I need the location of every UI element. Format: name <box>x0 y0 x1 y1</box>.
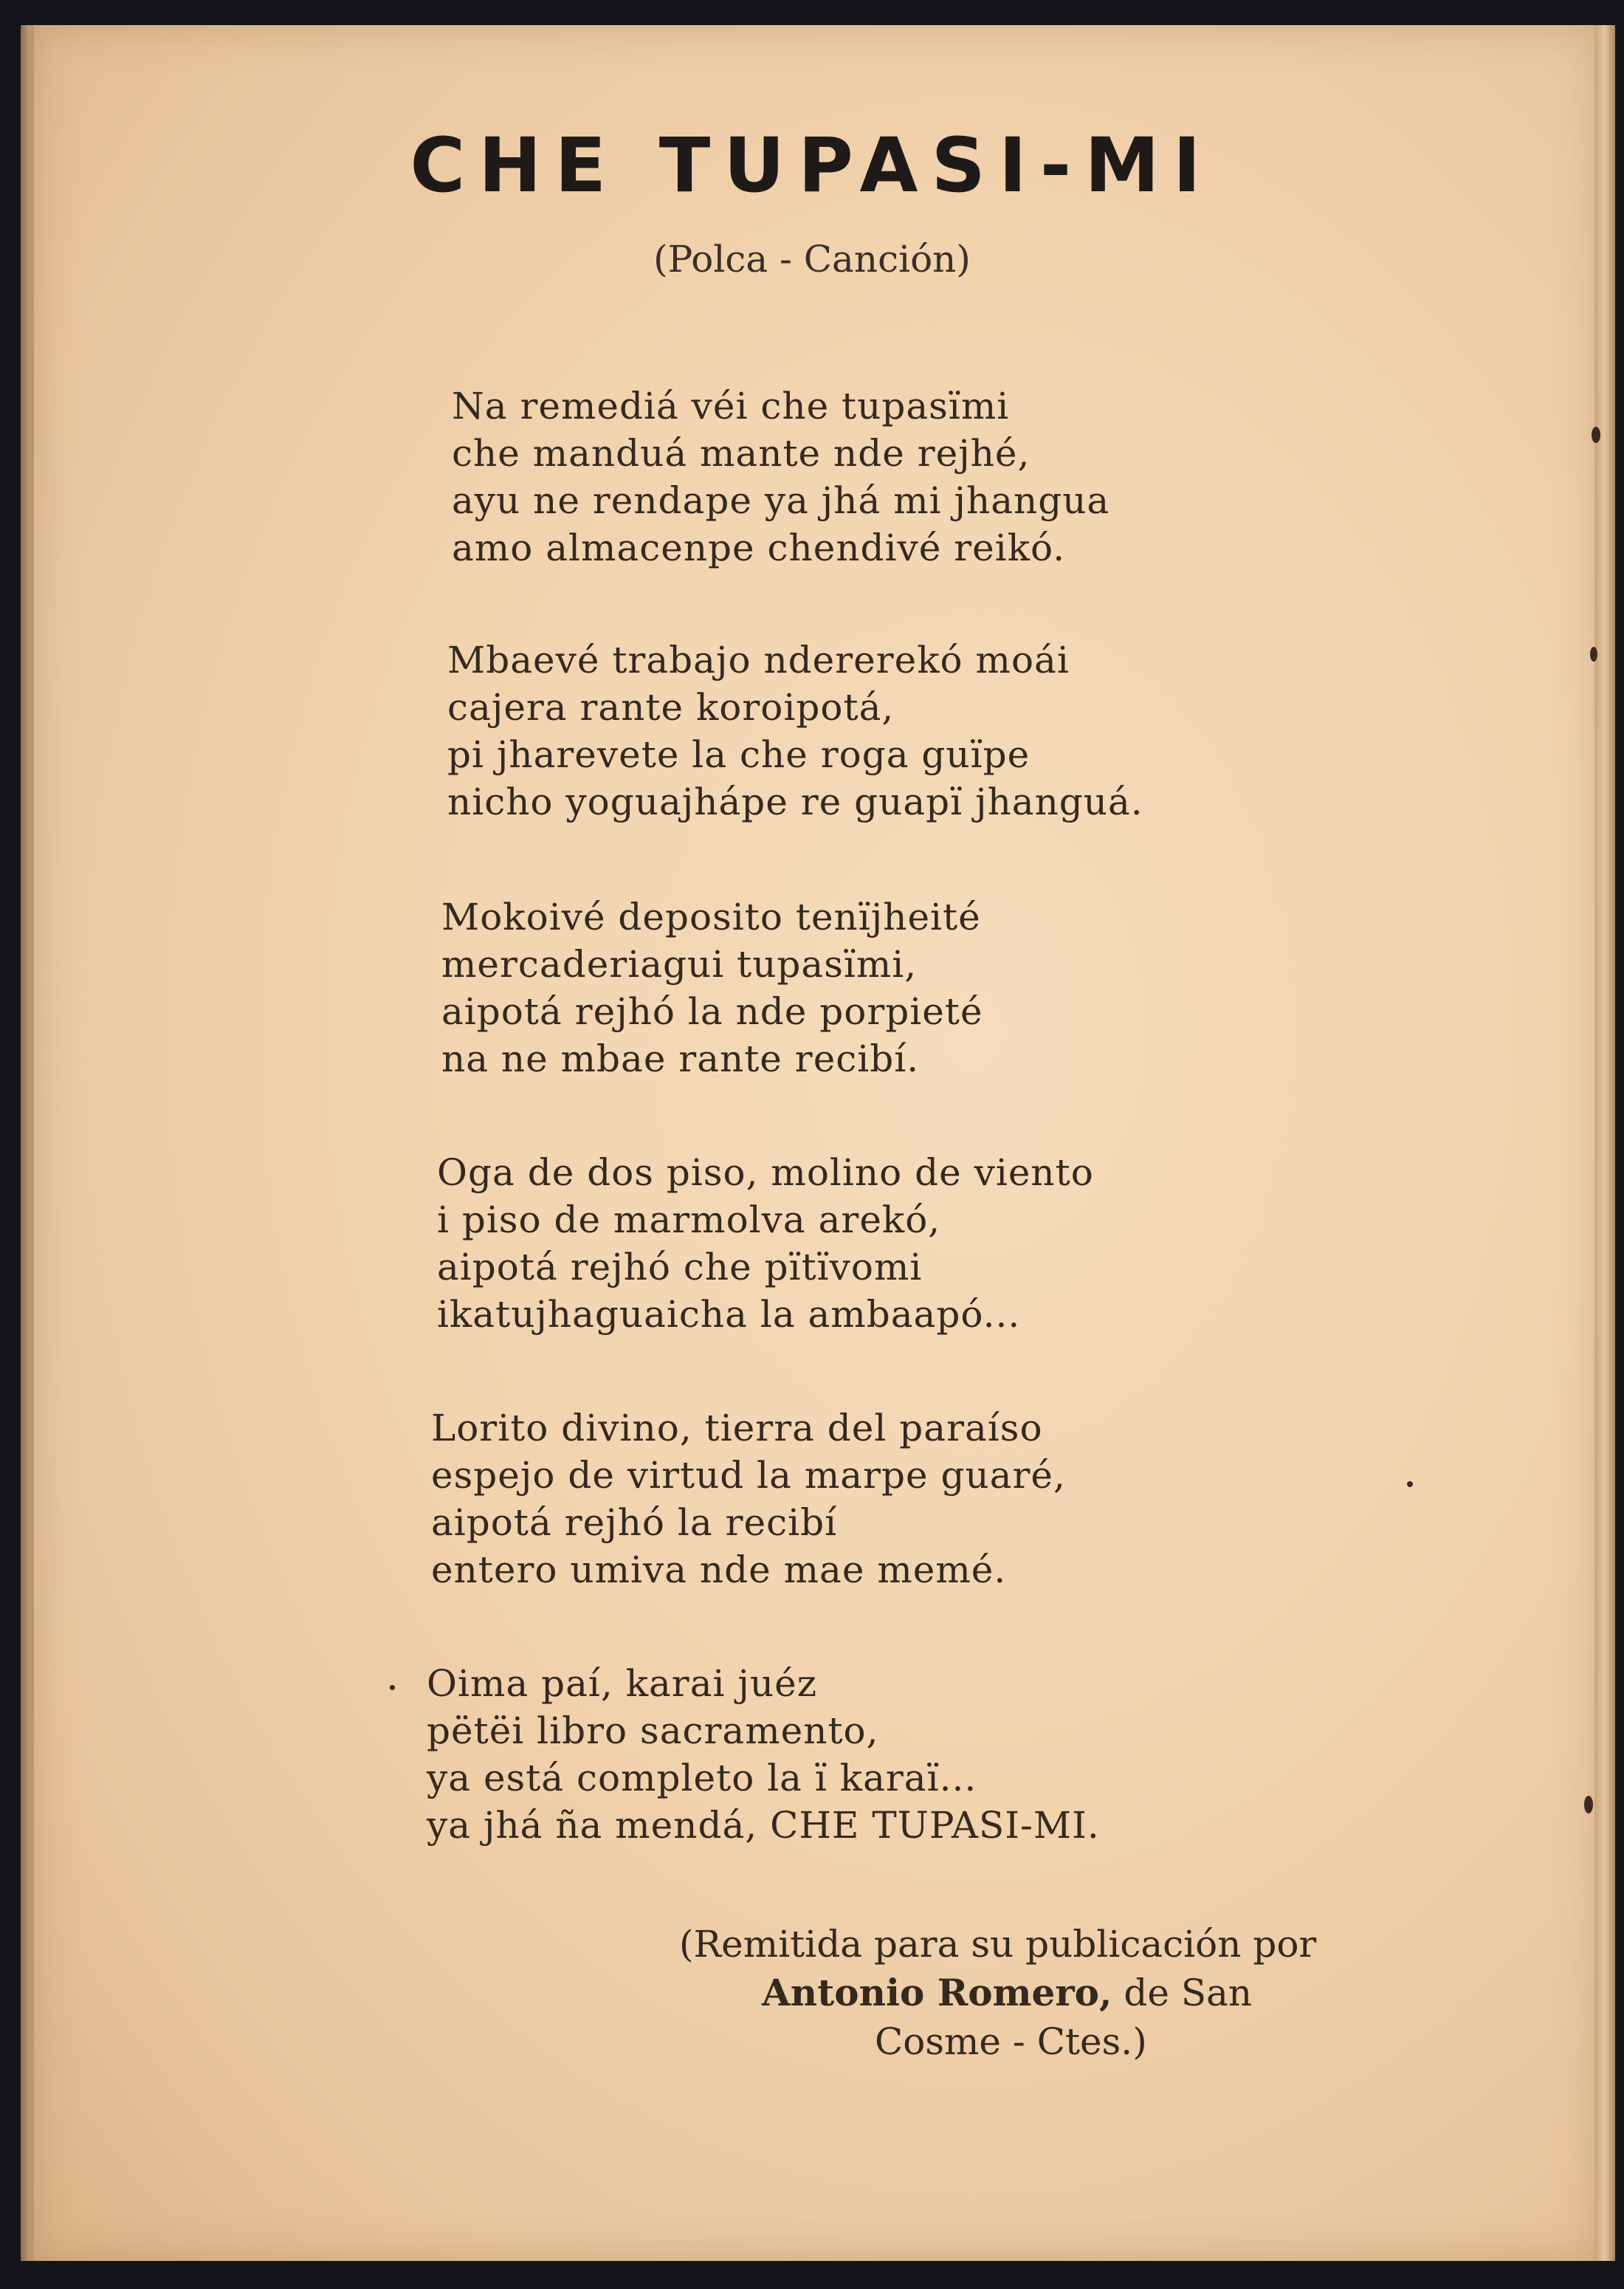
verse-line: mercaderiagui tupasïmi, <box>441 943 918 986</box>
stanza-3 <box>441 893 983 1082</box>
verse-line: ikatujhaguaicha la ambaapó... <box>437 1293 1021 1336</box>
verse-line: Na remediá véi che tupasïmi <box>452 385 1010 428</box>
scan-speck <box>1584 1796 1593 1813</box>
verse-line: espejo de virtud la marpe guaré, <box>431 1454 1066 1497</box>
stanza-6 <box>427 1660 1100 1849</box>
page-right-edge <box>1594 25 1615 2261</box>
verse-line: Mokoivé deposito tenïjheité <box>441 896 981 938</box>
verse-line: Oga de dos piso, molino de viento <box>437 1151 1094 1194</box>
verse-line: Mbaevé trabajo ndererekó moái <box>447 639 1070 682</box>
verse-line: entero umiva nde mae memé. <box>431 1548 1007 1591</box>
scan-speck <box>1407 1481 1413 1487</box>
scan-speck <box>1590 647 1597 662</box>
stanza-2 <box>447 636 1143 826</box>
credit-author: Antonio Romero, <box>762 1971 1112 2014</box>
stanza-5 <box>431 1404 1066 1593</box>
stanza-4 <box>437 1149 1094 1338</box>
verse-line: i piso de marmolva arekó, <box>437 1198 941 1241</box>
verse-line: Oima paí, karai juéz <box>427 1662 818 1705</box>
verse-line: aipotá rejhó la nde porpieté <box>441 990 983 1033</box>
verse-line: pi jharevete la che roga guïpe <box>447 733 1031 776</box>
verse-line: pëtëi libro sacramento, <box>427 1709 879 1752</box>
verse-line: amo almacenpe chendivé reikó. <box>452 526 1066 569</box>
verse-line: aipotá rejhó la recibí <box>431 1501 838 1544</box>
credit-line-2 <box>679 1969 1316 2017</box>
stanza-1 <box>452 382 1109 572</box>
verse-line: aipotá rejhó che pïtïvomi <box>437 1246 923 1288</box>
verse-line: ya jhá ña mendá, CHE TUPASI-MI. <box>427 1804 1100 1847</box>
verse-line: che manduá mante nde rejhé, <box>452 432 1031 475</box>
verse-line: Lorito divino, tierra del paraíso <box>431 1407 1043 1449</box>
credit-note <box>679 1920 1316 2066</box>
credit-line-3: Cosme - Ctes.) <box>875 2020 1147 2063</box>
verse-line: ya está completo la ï karaï... <box>427 1757 977 1799</box>
poem-subtitle: (Polca - Canción) <box>653 238 971 281</box>
verse-line: nicho yoguajhápe re guapï jhanguá. <box>447 780 1143 823</box>
credit-place: de San <box>1124 1971 1253 2014</box>
verse-line: ayu ne rendape ya jhá mi jhangua <box>452 479 1110 522</box>
scan-speck <box>1592 427 1600 443</box>
verse-line: na ne mbae rante recibí. <box>441 1037 920 1080</box>
verse-line: cajera rante koroipotá, <box>447 686 895 729</box>
scan-speck <box>390 1685 395 1690</box>
poem-title: CHE TUPASI-MI <box>410 122 1214 210</box>
credit-line-1: (Remitida para su publicación por <box>679 1923 1317 1966</box>
